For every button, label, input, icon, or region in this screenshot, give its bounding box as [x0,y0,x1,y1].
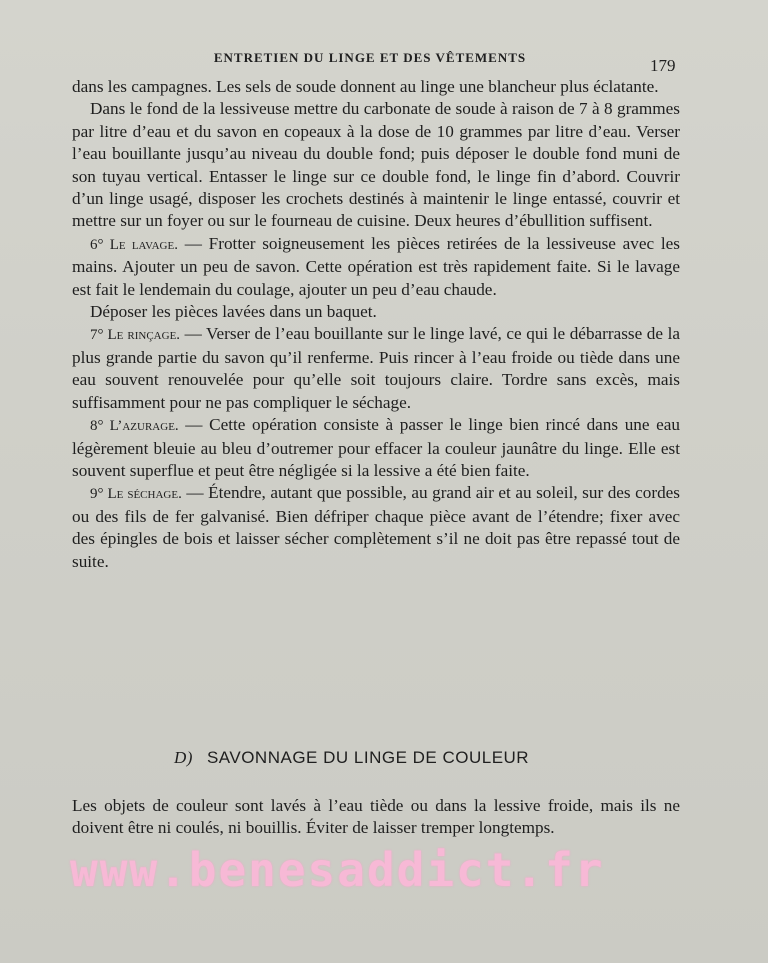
section-paragraph: Les objets de couleur sont lavés à l’eau tiède ou dans la lessive froide, mais ils ne doivent être ni coulés, ni bouillis. Éviter de laisser tremper longtemps. [72,796,680,838]
paragraph-rincage [72,323,680,414]
paragraph-baquet: Déposer les pièces lavées dans un baquet. [90,302,377,322]
paragraph-azurage [72,414,680,482]
section-letter: D) [174,748,193,767]
step-text-azurage: — Cette opération consiste à passer le linge bien rincé dans une eau légèrement bleuie au bleu d’outremer pour effacer la couleur jaunâtre du linge. Elle est souvent superflue et peut être négligée si la lessive a été bien faite. [72,415,680,480]
step-label-rincage: 7° Le rinçage. [90,327,181,344]
body-text [72,76,680,573]
section-title: SAVONNAGE DU LINGE DE COULEUR [206,748,530,767]
paragraph-continuation: dans les campagnes. Les sels de soude donnent au linge une blancheur plus éclatante. [72,77,659,96]
step-text-sechage: — Étendre, autant que possible, au grand air et au soleil, sur des cordes ou des fils de fer galvanisé. Bien défriper chaque pièce avant de l’étendre; fixer avec des épingles de bois et laisser sécher complètement s’il ne doit pas être repassé tout de suite. [72,483,681,571]
step-text-rincage: — Verser de l’eau bouillante sur le linge lavé, ce qui le débarrasse de la plus grande partie du savon qu’il renferme. Puis rincer à l’eau froide ou tiède dans une eau souvent renouvelée pour qu’elle soit toujours claire. Tordre sans excès, mais suffisamment pour ne pas compliquer le séchage. [72,324,680,412]
watermark-text: www.benesaddict.fr [70,843,605,897]
step-label-azurage: 8° L’azurage. [90,418,179,435]
section-heading [174,748,529,768]
paragraph-sechage [72,482,680,573]
paragraph-lessiveuse: Dans le fond de la lessiveuse mettre du carbonate de soude à raison de 7 à 8 grammes par litre d’eau et du savon en copeaux à la dose de 10 grammes par litre d’eau. Verser l’eau bouillante jusqu’au niveau du double fond; puis déposer le double fond muni de son tuyau vertical. Entasser le linge sur ce double fond, le linge fin d’abord. Couvrir d’un linge usagé, disposer les crochets destinés à maintenir le linge entassé, couvrir et mettre sur un foyer ou sur le fourneau de cuisine. Deux heures d’ébullition suffisent. [72,99,680,231]
step-label-sechage: 9° Le séchage. [90,486,182,503]
paragraph-lavage [72,233,680,301]
section-body [72,795,680,840]
page-number: 179 [650,56,676,75]
step-text-lavage: — Frotter soigneusement les pièces retirées de la lessiveuse avec les mains. Ajouter un peu de savon. Cette opération est très rapidement faite. Si le lavage est fait le lendemain du coulage, ajouter un peu d’eau chaude. [72,233,680,299]
running-title: ENTRETIEN DU LINGE ET DES VÊTEMENTS [213,50,527,65]
step-label-lavage: 6° Le lavage. [90,236,178,253]
